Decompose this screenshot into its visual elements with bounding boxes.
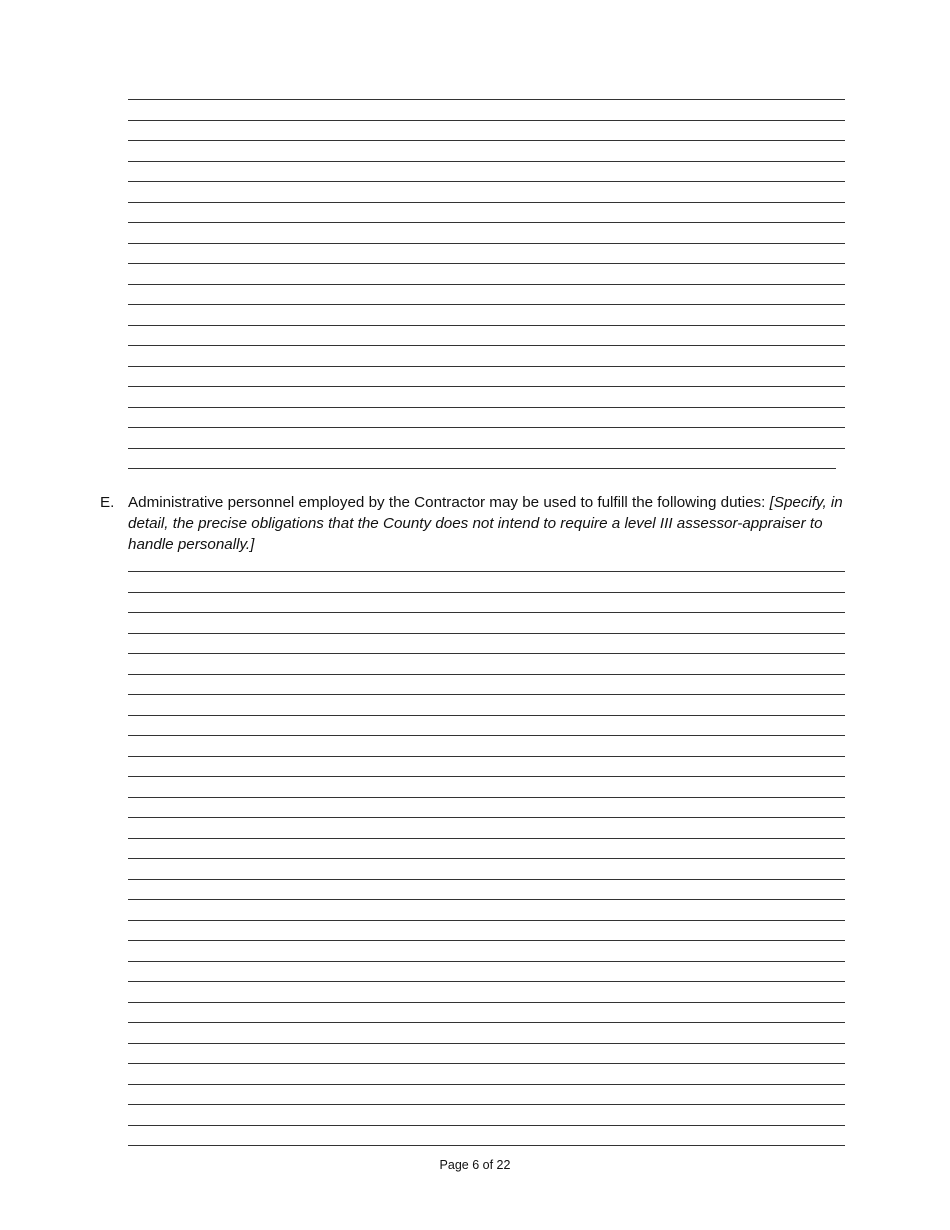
blank-line	[128, 366, 845, 367]
blank-line	[128, 181, 845, 182]
blank-line	[128, 448, 845, 449]
blank-line	[128, 612, 845, 613]
section-e-body: Administrative personnel employed by the Contractor may be used to fulfill the following duties:	[128, 494, 770, 511]
blank-line	[128, 407, 845, 408]
blank-line	[128, 1063, 845, 1064]
blank-line	[128, 345, 845, 346]
blank-line	[128, 99, 845, 100]
blank-line	[128, 140, 845, 141]
blank-line	[128, 756, 845, 757]
blank-line	[128, 120, 845, 121]
blank-line	[128, 899, 845, 900]
blank-line	[128, 694, 845, 695]
blank-line	[128, 940, 845, 941]
blank-line	[128, 735, 845, 736]
blank-line	[128, 1043, 845, 1044]
section-e-paragraph	[128, 492, 845, 555]
blank-line	[128, 304, 845, 305]
blank-line	[128, 653, 845, 654]
section-e	[100, 492, 845, 555]
blank-line	[128, 1002, 845, 1003]
blank-line	[128, 263, 845, 264]
blank-line	[128, 202, 845, 203]
blank-line	[128, 1022, 845, 1023]
blank-line	[128, 161, 845, 162]
blank-line	[128, 817, 845, 818]
blank-line	[128, 838, 845, 839]
blank-line	[128, 1084, 845, 1085]
blank-line	[128, 427, 845, 428]
blank-line	[128, 715, 845, 716]
blank-line	[128, 797, 845, 798]
blank-line	[128, 879, 845, 880]
section-e-marker: E.	[100, 494, 115, 511]
blank-line	[128, 1104, 845, 1105]
blank-line	[128, 592, 845, 593]
blank-line	[128, 468, 836, 469]
blank-line	[128, 674, 845, 675]
blank-line	[128, 325, 845, 326]
blank-line	[128, 1125, 845, 1126]
blank-line	[128, 222, 845, 223]
blank-line	[128, 243, 845, 244]
blank-line	[128, 981, 845, 982]
blank-line	[128, 571, 845, 572]
section-e-instruction: [Specify, in detail, the precise obligations that the County does not intend to require a level III assessor-appraiser to handle personally.]	[128, 494, 843, 553]
blank-line	[128, 386, 845, 387]
blank-line	[128, 776, 845, 777]
page-number: Page 6 of 22	[439, 1158, 511, 1172]
blank-line	[128, 633, 845, 634]
blank-line	[128, 858, 845, 859]
blank-line	[128, 284, 845, 285]
blank-line	[128, 961, 845, 962]
blank-line	[128, 1145, 845, 1146]
blank-line	[128, 920, 845, 921]
